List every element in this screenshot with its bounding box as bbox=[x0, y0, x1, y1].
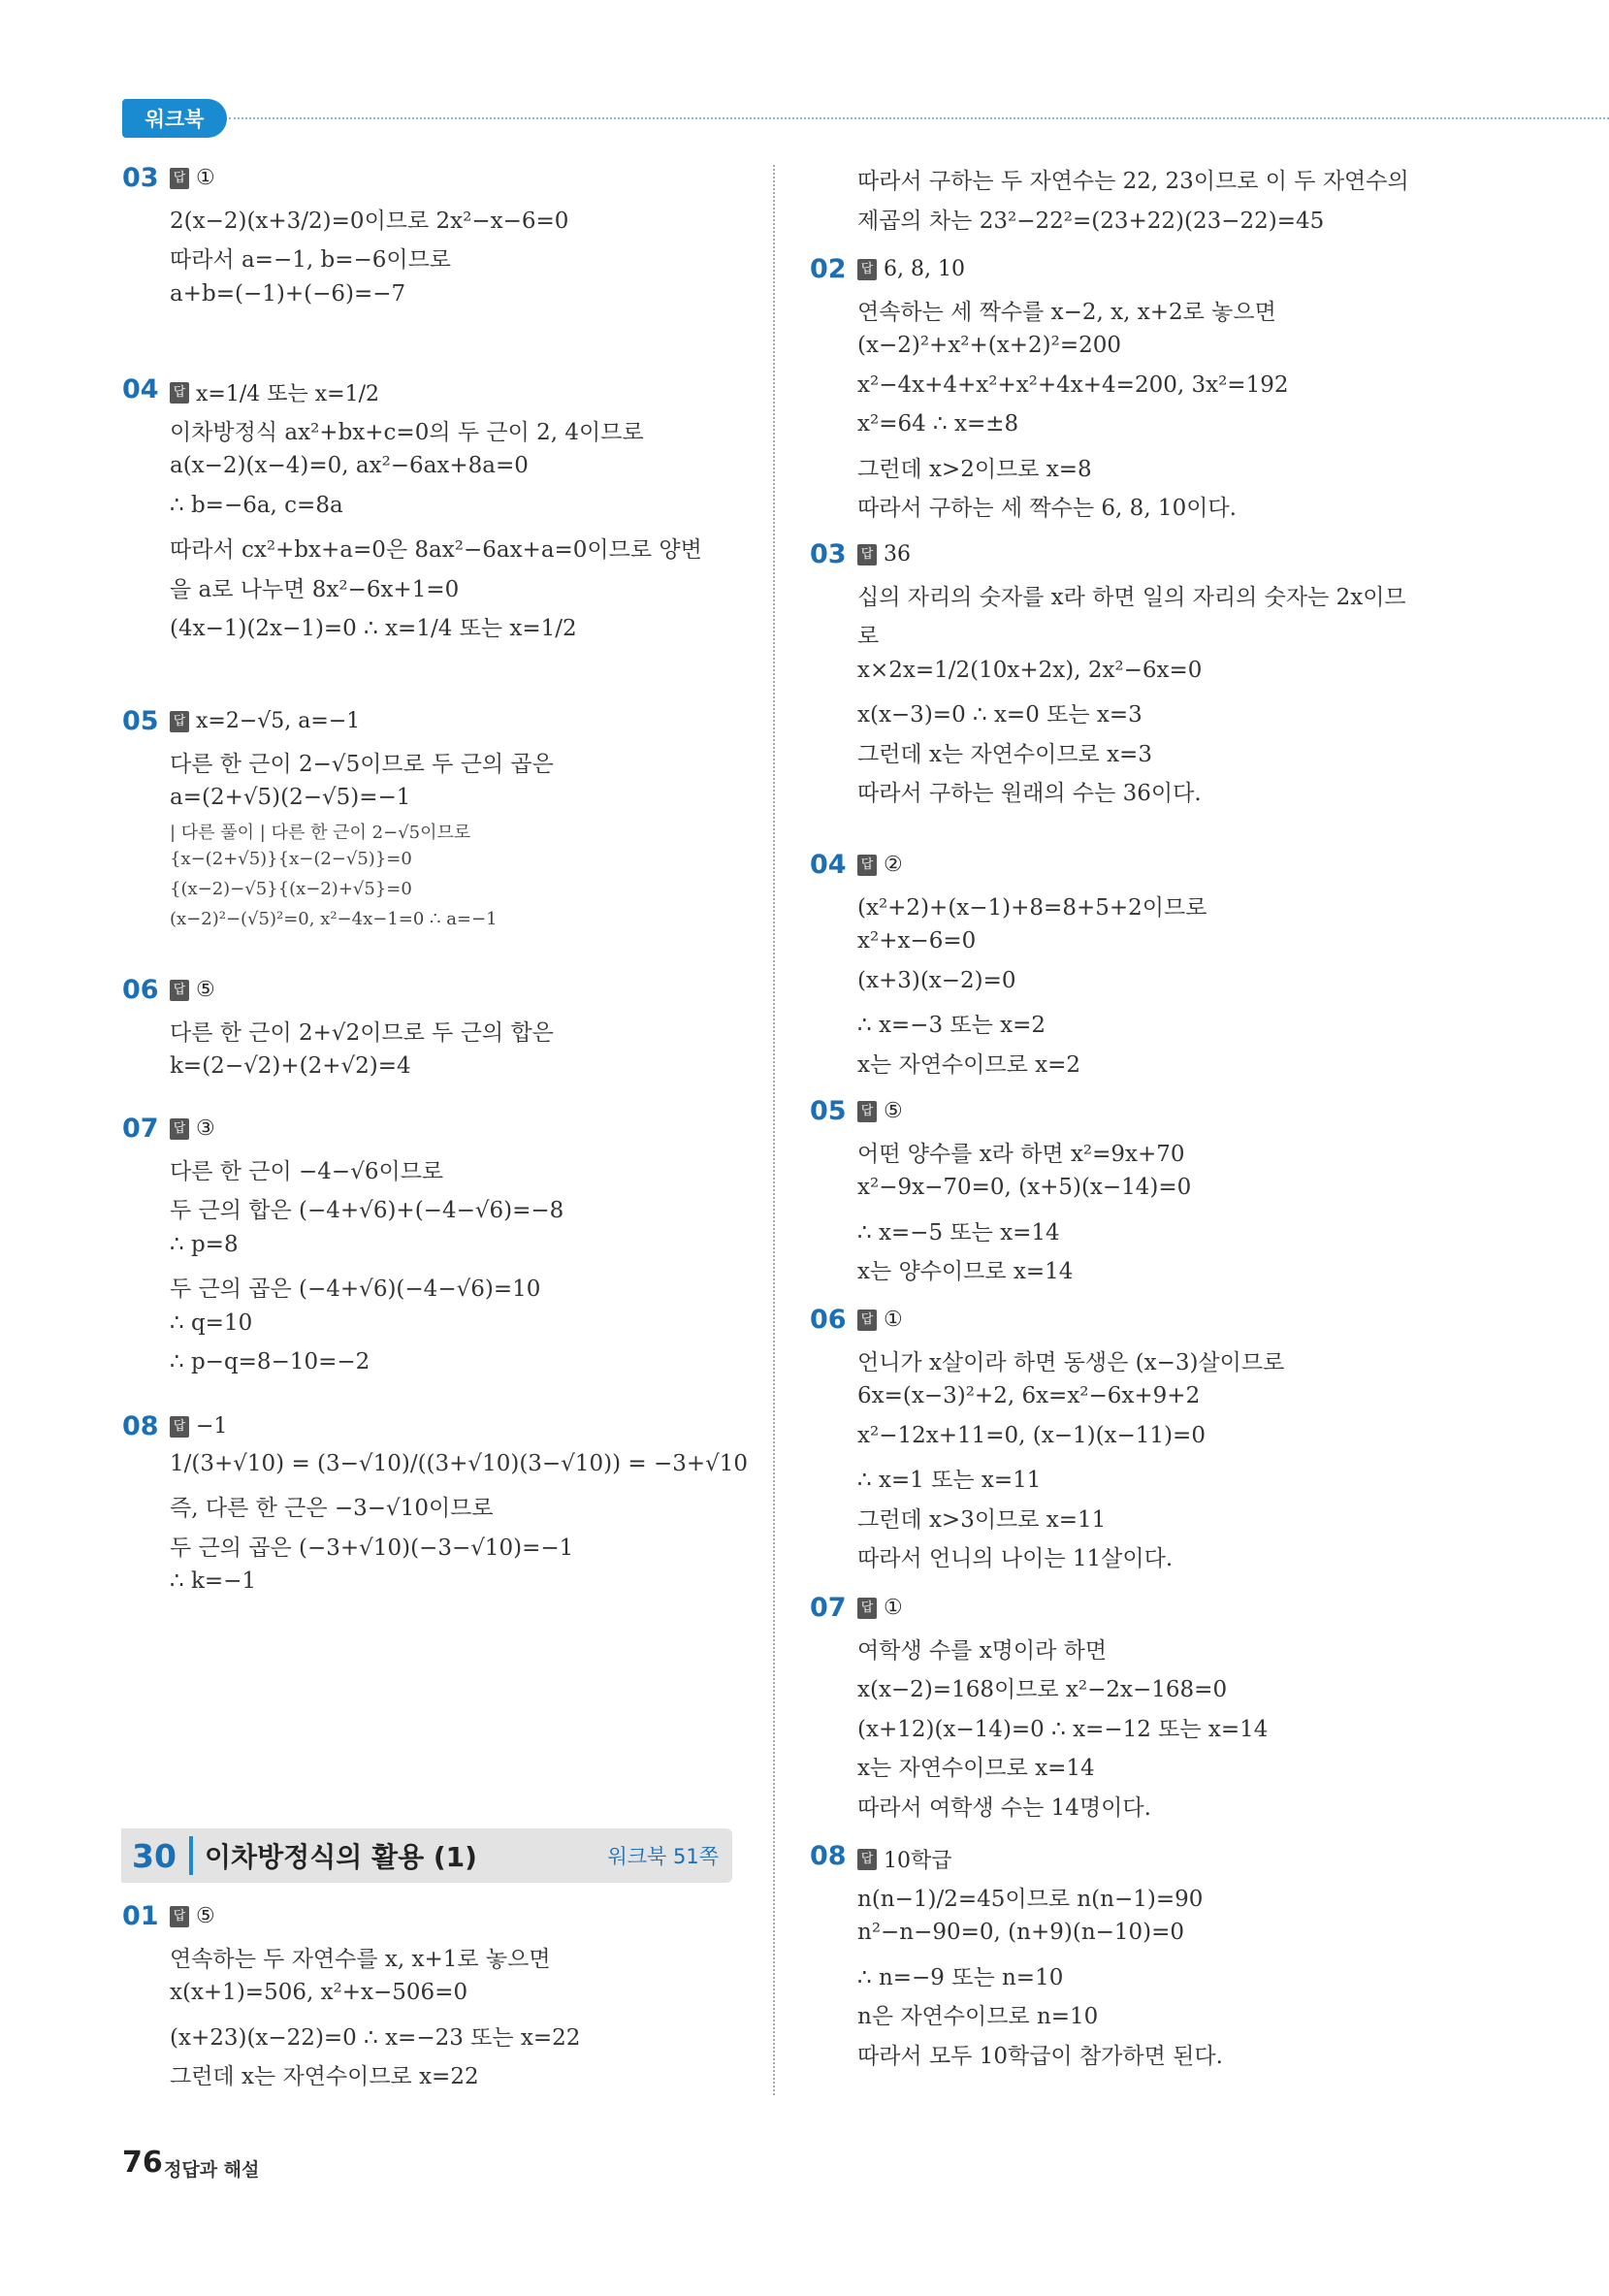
solution-line: n(n−1)/2=45이므로 n(n−1)=90 bbox=[857, 1886, 1204, 1912]
solution-line: (x²+2)+(x−1)+8=8+5+2이므로 bbox=[857, 894, 1207, 921]
solution-line: 2(x−2)(x+3/2)=0이므로 2x²−x−6=0 bbox=[170, 208, 569, 234]
problem-number: 05 bbox=[122, 706, 159, 736]
answer-line bbox=[170, 377, 379, 407]
problem-number: 04 bbox=[122, 374, 159, 404]
problem-number: 01 bbox=[122, 1901, 159, 1931]
problem-number: 03 bbox=[122, 163, 159, 193]
solution-line: (x+3)(x−2)=0 bbox=[857, 967, 1016, 993]
answer-value: ① bbox=[884, 1596, 903, 1620]
answer-badge: 답 bbox=[170, 1906, 189, 1927]
answer-line bbox=[857, 542, 911, 566]
solution-line: x²−12x+11=0, (x−1)(x−11)=0 bbox=[857, 1422, 1206, 1448]
solution-line: x는 자연수이므로 x=14 bbox=[857, 1756, 1095, 1781]
answer-value: ② bbox=[884, 853, 903, 877]
solution-line: 그런데 x>3이므로 x=11 bbox=[857, 1506, 1107, 1533]
alt-solution-line: {(x−2)−√5}{(x−2)+√5}=0 bbox=[170, 878, 412, 899]
answer-line bbox=[857, 1099, 903, 1123]
problem-number: 07 bbox=[122, 1114, 159, 1144]
answer-line bbox=[857, 1844, 952, 1874]
answer-badge: 답 bbox=[857, 1598, 877, 1619]
section-bar bbox=[189, 1836, 193, 1875]
answer-line bbox=[857, 1308, 903, 1332]
answer-line bbox=[170, 709, 360, 733]
alt-solution-line: (x−2)²−(√5)²=0, x²−4x−1=0 ∴ a=−1 bbox=[170, 908, 498, 929]
problem-number: 03 bbox=[810, 539, 847, 569]
continuation-line: 제곱의 차는 23²−22²=(23+22)(23−22)=45 bbox=[857, 208, 1325, 234]
solution-line: ∴ q=10 bbox=[170, 1310, 253, 1336]
answer-badge: 답 bbox=[857, 259, 877, 280]
solution-line: x²−9x−70=0, (x+5)(x−14)=0 bbox=[857, 1175, 1192, 1200]
problem-number: 04 bbox=[810, 850, 847, 880]
solution-line: 여학생 수를 x명이라 하면 bbox=[857, 1637, 1108, 1664]
solution-line: x는 양수이므로 x=14 bbox=[857, 1259, 1074, 1284]
solution-line: ∴ p=8 bbox=[170, 1231, 239, 1257]
solution-line: a(x−2)(x−4)=0, ax²−6ax+8a=0 bbox=[170, 453, 529, 478]
solution-line: 을 a로 나누면 8x²−6x+1=0 bbox=[170, 576, 460, 602]
answer-badge: 답 bbox=[170, 980, 189, 1001]
solution-line: k=(2−√2)+(2+√2)=4 bbox=[170, 1053, 411, 1079]
header-dotted-line bbox=[229, 117, 1609, 119]
solution-line: 십의 자리의 숫자를 x라 하면 일의 자리의 숫자는 2x이므 bbox=[857, 584, 1406, 610]
solution-line: ∴ n=−9 또는 n=10 bbox=[857, 1964, 1064, 1990]
solution-line: (4x−1)(2x−1)=0 ∴ x=1/4 또는 x=1/2 bbox=[170, 616, 577, 641]
continuation-line: 따라서 구하는 두 자연수는 22, 23이므로 이 두 자연수의 bbox=[857, 169, 1409, 194]
solution-line: 1/(3+√10) = (3−√10)/((3+√10)(3−√10)) = −3+√10 bbox=[170, 1450, 749, 1476]
problem-number: 07 bbox=[810, 1593, 847, 1623]
answer-line bbox=[857, 853, 903, 877]
solution-line: 연속하는 두 자연수를 x, x+1로 놓으면 bbox=[170, 1946, 551, 1972]
solution-line: 언니가 x살이라 하면 동생은 (x−3)살이므로 bbox=[857, 1349, 1285, 1375]
solution-line: 다른 한 근이 2+√2이므로 두 근의 합은 bbox=[170, 1019, 554, 1046]
solution-line: 따라서 여학생 수는 14명이다. bbox=[857, 1795, 1151, 1821]
problem-number: 06 bbox=[122, 975, 159, 1005]
answer-line bbox=[857, 1596, 903, 1620]
solution-line: 어떤 양수를 x라 하면 x²=9x+70 bbox=[857, 1141, 1185, 1167]
solution-line: n²−n−90=0, (n+9)(n−10)=0 bbox=[857, 1920, 1185, 1945]
answer-value: −1 bbox=[196, 1414, 228, 1439]
solution-line: x(x+1)=506, x²+x−506=0 bbox=[170, 1980, 468, 2005]
answer-line bbox=[170, 1414, 227, 1439]
answer-line bbox=[170, 978, 215, 1002]
solution-line: x는 자연수이므로 x=2 bbox=[857, 1051, 1080, 1078]
problem-number: 05 bbox=[810, 1096, 847, 1126]
solution-line: x²−4x+4+x²+x²+4x+4=200, 3x²=192 bbox=[857, 372, 1289, 398]
solution-line: ∴ b=−6a, c=8a bbox=[170, 492, 343, 518]
solution-line: 그런데 x>2이므로 x=8 bbox=[857, 456, 1092, 482]
page-label: 정답과 해설 bbox=[164, 2159, 260, 2181]
answer-badge: 답 bbox=[857, 544, 877, 566]
answer-badge: 답 bbox=[857, 1310, 877, 1331]
solution-line: ∴ x=−5 또는 x=14 bbox=[857, 1219, 1060, 1245]
answer-value: 10학급 bbox=[884, 1849, 952, 1873]
answer-line bbox=[170, 166, 215, 190]
problem-number: 08 bbox=[122, 1411, 159, 1441]
solution-line: 그런데 x는 자연수이므로 x=22 bbox=[170, 2064, 479, 2089]
problem-number: 06 bbox=[810, 1305, 847, 1335]
answer-value: ⑤ bbox=[884, 1099, 903, 1123]
answer-line bbox=[170, 1116, 215, 1141]
answer-value: ③ bbox=[196, 1116, 215, 1141]
solution-line: x²+x−6=0 bbox=[857, 928, 977, 954]
answer-value: 36 bbox=[884, 542, 911, 566]
solution-line: x×2x=1/2(10x+2x), 2x²−6x=0 bbox=[857, 657, 1203, 683]
answer-line bbox=[857, 257, 965, 281]
solution-line: 두 근의 곱은 (−3+√10)(−3−√10)=−1 bbox=[170, 1535, 574, 1561]
answer-badge: 답 bbox=[857, 855, 877, 876]
solution-line: 따라서 언니의 나이는 11살이다. bbox=[857, 1546, 1174, 1571]
solution-line: ∴ k=−1 bbox=[170, 1568, 257, 1594]
problem-number: 08 bbox=[810, 1841, 847, 1871]
solution-line: ∴ x=−3 또는 x=2 bbox=[857, 1013, 1046, 1038]
solution-line: 이차방정식 ax²+bx+c=0의 두 근이 2, 4이므로 bbox=[170, 419, 644, 445]
solution-line: (x+12)(x−14)=0 ∴ x=−12 또는 x=14 bbox=[857, 1716, 1269, 1742]
solution-line: 따라서 a=−1, b=−6이므로 bbox=[170, 247, 452, 273]
answer-value: 6, 8, 10 bbox=[884, 257, 965, 281]
answer-value: ① bbox=[884, 1308, 903, 1332]
section-header bbox=[121, 1828, 732, 1883]
answer-value: ⑤ bbox=[196, 1904, 215, 1928]
answer-badge: 답 bbox=[857, 1849, 877, 1870]
workbook-tag: 워크북 bbox=[122, 99, 227, 138]
solution-line: x(x−2)=168이므로 x²−2x−168=0 bbox=[857, 1677, 1228, 1702]
solution-line: 두 근의 곱은 (−4+√6)(−4−√6)=10 bbox=[170, 1277, 541, 1302]
answer-value: ① bbox=[196, 166, 215, 190]
answer-badge: 답 bbox=[170, 1416, 189, 1438]
solution-line: 두 근의 합은 (−4+√6)+(−4−√6)=−8 bbox=[170, 1198, 564, 1223]
solution-line: 따라서 모두 10학급이 참가하면 된다. bbox=[857, 2043, 1223, 2069]
answer-badge: 답 bbox=[857, 1101, 877, 1122]
solution-line: 따라서 cx²+bx+a=0은 8ax²−6ax+a=0이므로 양변 bbox=[170, 537, 702, 563]
answer-value: x=2−√5, a=−1 bbox=[196, 709, 361, 733]
answer-value: x=1/4 또는 x=1/2 bbox=[196, 382, 379, 406]
solution-line: 다른 한 근이 −4−√6이므로 bbox=[170, 1158, 444, 1184]
answer-line bbox=[170, 1904, 215, 1928]
problem-number: 02 bbox=[810, 254, 847, 284]
solution-line: 로 bbox=[857, 624, 880, 649]
section-number: 30 bbox=[132, 1836, 177, 1875]
solution-line: ∴ p−q=8−10=−2 bbox=[170, 1349, 370, 1374]
section-title: 이차방정식의 활용 (1) bbox=[205, 1841, 477, 1873]
column-divider bbox=[773, 165, 775, 2095]
solution-line: 따라서 구하는 원래의 수는 36이다. bbox=[857, 781, 1202, 806]
solution-line: 즉, 다른 한 근은 −3−√10이므로 bbox=[170, 1496, 494, 1521]
solution-line: 그런데 x는 자연수이므로 x=3 bbox=[857, 741, 1152, 767]
solution-line: n은 자연수이므로 n=10 bbox=[857, 2004, 1099, 2029]
answer-badge: 답 bbox=[170, 711, 189, 732]
solution-line: a=(2+√5)(2−√5)=−1 bbox=[170, 785, 411, 810]
solution-line: (x+23)(x−22)=0 ∴ x=−23 또는 x=22 bbox=[170, 2024, 581, 2051]
solution-line: 6x=(x−3)²+2, 6x=x²−6x+9+2 bbox=[857, 1383, 1201, 1408]
solution-line: x²=64 ∴ x=±8 bbox=[857, 411, 1019, 437]
answer-badge: 답 bbox=[170, 168, 189, 189]
solution-line: 다른 한 근이 2−√5이므로 두 근의 곱은 bbox=[170, 751, 554, 777]
page-number: 76 bbox=[122, 2146, 163, 2180]
alt-solution-line: {x−(2+√5)}{x−(2−√5)}=0 bbox=[170, 848, 412, 869]
answer-value: ⑤ bbox=[196, 978, 215, 1002]
solution-line: 따라서 구하는 세 짝수는 6, 8, 10이다. bbox=[857, 496, 1237, 521]
solution-line: (x−2)²+x²+(x+2)²=200 bbox=[857, 333, 1121, 358]
solution-line: x(x−3)=0 ∴ x=0 또는 x=3 bbox=[857, 702, 1142, 728]
answer-badge: 답 bbox=[170, 1118, 189, 1140]
answer-badge: 답 bbox=[170, 382, 189, 404]
alt-solution-line: | 다른 풀이 | 다른 한 근이 2−√5이므로 bbox=[170, 822, 471, 843]
solution-line: ∴ x=1 또는 x=11 bbox=[857, 1468, 1042, 1493]
solution-line: 연속하는 세 짝수를 x−2, x, x+2로 놓으면 bbox=[857, 299, 1276, 325]
section-workbook-ref: 워크북 51쪽 bbox=[607, 1845, 719, 1868]
solution-line: a+b=(−1)+(−6)=−7 bbox=[170, 280, 406, 307]
